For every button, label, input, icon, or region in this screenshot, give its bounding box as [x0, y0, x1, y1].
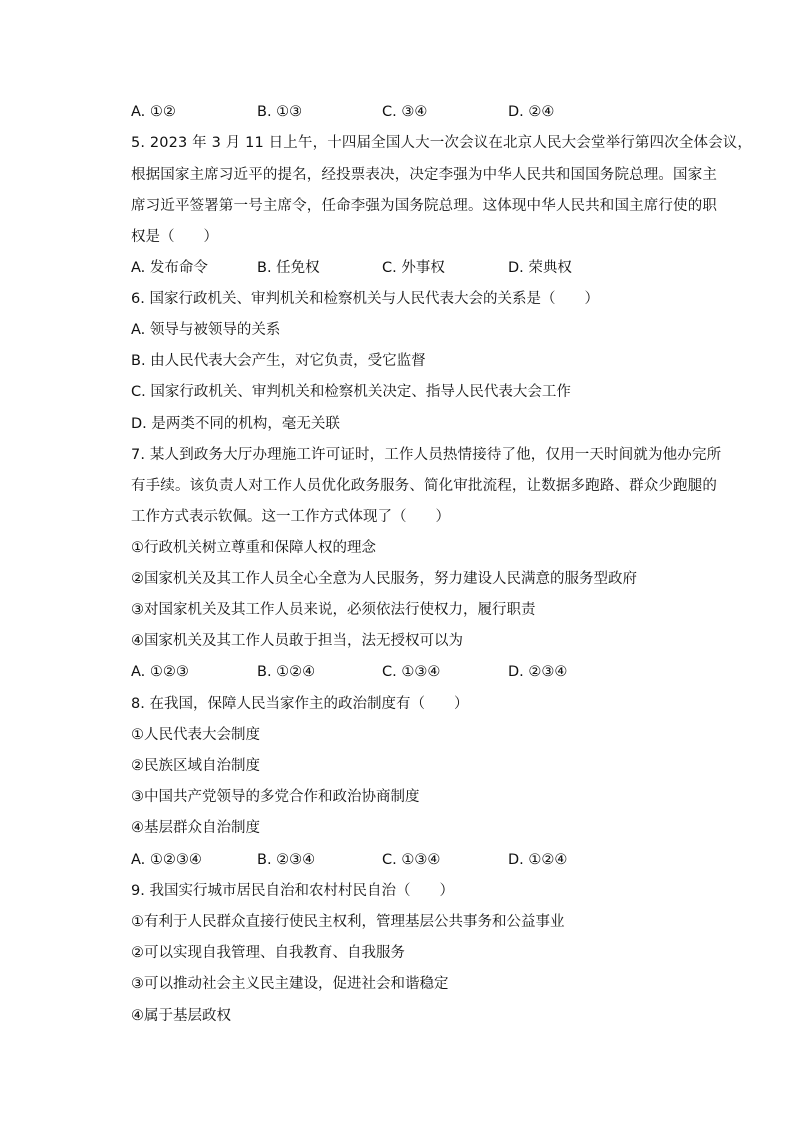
- q5-stem-line-4: 权是（ ）: [131, 229, 218, 245]
- q8-option-d[interactable]: D. ①②④: [508, 852, 568, 868]
- q4-options-row: [131, 102, 691, 122]
- q9-statement-4: ④属于基层政权: [131, 1008, 231, 1024]
- q4-option-d[interactable]: D. ②④: [508, 104, 555, 120]
- q5-stem-line-3: 席习近平签署第一号主席令，任命李强为国务院总理。这体现中华人民共和国主席行使的职: [131, 198, 717, 214]
- q8-option-c[interactable]: C. ①③④: [382, 852, 441, 868]
- q8-statement-3: ③中国共产党领导的多党合作和政治协商制度: [131, 789, 420, 805]
- q6-option-d[interactable]: D. 是两类不同的机构，毫无关联: [131, 416, 340, 432]
- q7-statement-3: ③对国家机关及其工作人员来说，必须依法行使权力，履行职责: [131, 602, 536, 618]
- q6-option-b[interactable]: B. 由人民代表大会产生，对它负责，受它监督: [131, 353, 426, 369]
- q6-option-c[interactable]: C. 国家行政机关、审判机关和检察机关决定、指导人民代表大会工作: [131, 384, 571, 400]
- q7-statement-4: ④国家机关及其工作人员敢于担当，法无授权可以为: [131, 633, 463, 649]
- q8-stem: 8. 在我国，保障人民当家作主的政治制度有（ ）: [131, 696, 469, 712]
- q6-stem: 6. 国家行政机关、审判机关和检察机关与人民代表大会的关系是（ ）: [131, 291, 599, 307]
- q5-option-b[interactable]: B. 任免权: [257, 260, 320, 276]
- q7-stem-line-1: 7. 某人到政务大厅办理施工许可证时，工作人员热情接待了他，仅用一天时间就为他办完所: [131, 447, 722, 463]
- q5-option-a[interactable]: A. 发布命令: [131, 260, 208, 276]
- q5-option-d[interactable]: D. 荣典权: [508, 260, 572, 276]
- q7-statement-2: ②国家机关及其工作人员全心全意为人民服务，努力建设人民满意的服务型政府: [131, 571, 637, 587]
- q9-statement-2: ②可以实现自我管理、自我教育、自我服务: [131, 945, 405, 961]
- q9-statement-3: ③可以推动社会主义民主建设，促进社会和谐稳定: [131, 976, 449, 992]
- q7-stem-line-2: 有手续。该负责人对工作人员优化政务服务、简化审批流程，让数据多跑路、群众少跑腿的: [131, 478, 717, 494]
- q8-option-b[interactable]: B. ②③④: [257, 852, 316, 868]
- q4-option-b[interactable]: B. ①③: [257, 104, 303, 120]
- q8-option-a[interactable]: A. ①②③④: [131, 852, 202, 868]
- q8-options-row: [131, 850, 691, 870]
- q5-stem-line-1: 5. 2023 年 3 月 11 日上午，十四届全国人大一次会议在北京人民大会堂举行第四次全体会议，: [131, 135, 753, 151]
- q7-option-b[interactable]: B. ①②④: [257, 664, 316, 680]
- q7-option-a[interactable]: A. ①②③: [131, 664, 189, 680]
- q9-stem: 9. 我国实行城市居民自治和农村村民自治（ ）: [131, 883, 454, 899]
- q7-options-row: [131, 662, 691, 682]
- q5-option-c[interactable]: C. 外事权: [382, 260, 445, 276]
- q4-option-c[interactable]: C. ③④: [382, 104, 428, 120]
- q9-statement-1: ①有利于人民群众直接行使民主权利，管理基层公共事务和公益事业: [131, 914, 565, 930]
- q7-statement-1: ①行政机关树立尊重和保障人权的理念: [131, 540, 376, 556]
- q8-statement-4: ④基层群众自治制度: [131, 820, 260, 836]
- q7-option-d[interactable]: D. ②③④: [508, 664, 568, 680]
- q4-option-a[interactable]: A. ①②: [131, 104, 176, 120]
- q6-option-a[interactable]: A. 领导与被领导的关系: [131, 322, 281, 338]
- q5-stem-line-2: 根据国家主席习近平的提名，经投票表决，决定李强为中华人民共和国国务院总理。国家主: [131, 167, 717, 183]
- q7-stem-line-3: 工作方式表示钦佩。这一工作方式体现了（ ）: [131, 509, 450, 525]
- q8-statement-2: ②民族区域自治制度: [131, 758, 260, 774]
- q8-statement-1: ①人民代表大会制度: [131, 727, 260, 743]
- q7-option-c[interactable]: C. ①③④: [382, 664, 441, 680]
- q5-options-row: [131, 258, 691, 278]
